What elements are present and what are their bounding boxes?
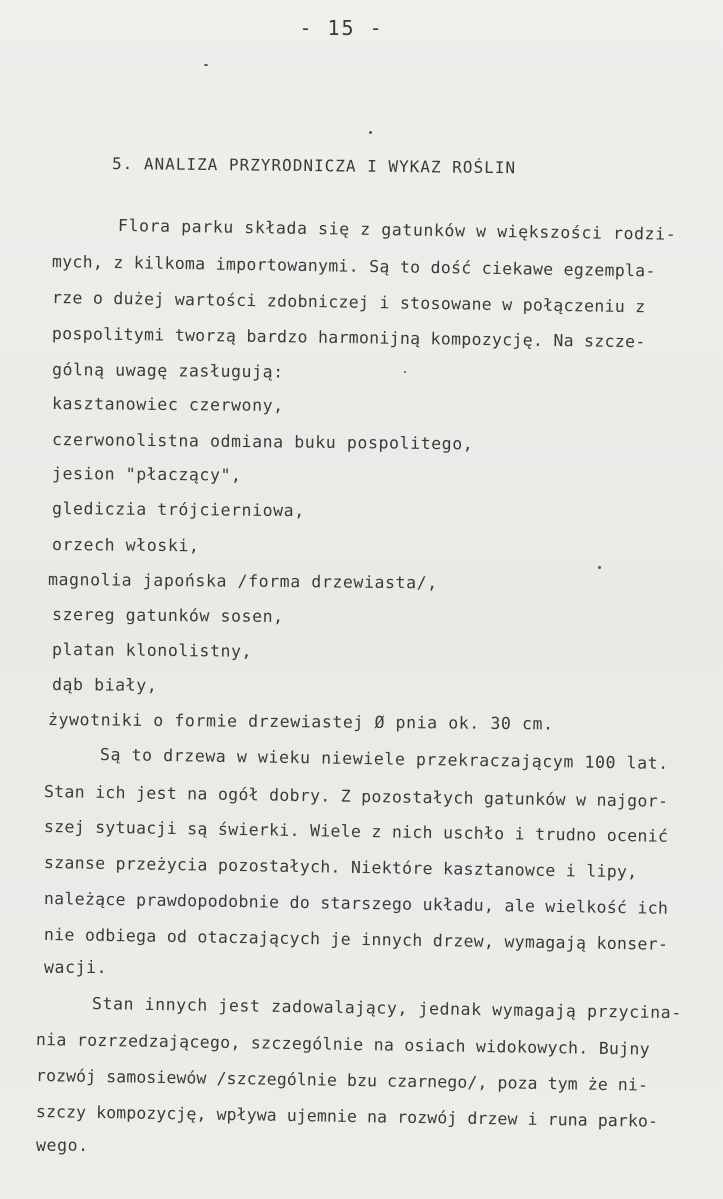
- text-line: Flora parku składa się z gatunków w większości rodzi-: [117, 216, 677, 244]
- text-line: szej sytuacji są świerki. Wiele z nich uschło i trudno ocenić: [43, 817, 669, 846]
- scan-speck: [369, 131, 372, 134]
- text-line: szczy kompozycję, wpływa ujemnie na rozwój drzew i runa parko-: [35, 1102, 659, 1131]
- text-line: Są to drzewa w wieku niewiele przekraczającym 100 lat.: [99, 745, 669, 773]
- species-item: glediczia trójcierniowa,: [51, 499, 305, 521]
- section-heading: 5. ANALIZA PRZYRODNICZA I WYKAZ ROŚLIN: [111, 154, 517, 178]
- text-line: nie odbiega od otaczających je innych drzew, wymagają konser-: [43, 925, 669, 954]
- species-item: szereg gatunków sosen,: [51, 605, 284, 627]
- text-line: należące prawdopodobnie do starszego układu, ale wielkość ich: [43, 889, 669, 918]
- scan-speck: [404, 371, 406, 373]
- text-line: nia rozrzedzającego, szczególnie na osiach widokowych. Bujny: [35, 1030, 651, 1059]
- text-line: rze o dużej wartości zdobniczej i stosowane w połączeniu z: [51, 288, 646, 317]
- text-line: pospolitymi tworzą bardzo harmonijną kompozycję. Na szcze-: [51, 324, 646, 352]
- text-line: gólną uwagę zasługują:: [51, 360, 284, 382]
- text-line: mych, z kilkoma importowanymi. Są to dość ciekawe egzempla-: [51, 252, 656, 281]
- text-line: Stan innych jest zadowalający, jednak wymagają przycina-: [91, 994, 682, 1023]
- species-item: platan klonolistny,: [51, 640, 253, 661]
- text-line: wacji.: [44, 958, 108, 977]
- species-item: kasztanowiec czerwony,: [51, 394, 284, 416]
- text-line: rozwój samosiewów /szczególnie bzu czarnego/, poza tym że ni-: [35, 1066, 649, 1095]
- species-item: czerwonolistna odmiana buku pospolitego,: [51, 430, 474, 454]
- text-line: szanse przeżycia pozostałych. Niektóre kasztanowce i lipy,: [43, 853, 638, 882]
- text-line: Stan ich jest na ogół dobry. Z pozostałych gatunków w najgor-: [43, 782, 669, 811]
- page-number: - 15 -: [299, 16, 384, 40]
- species-item: jesion "płaczący",: [51, 464, 242, 485]
- species-item: żywotniki o formie drzewiastej Ø pnia ok. 30 cm.: [47, 710, 554, 734]
- species-item: orzech włoski,: [51, 535, 200, 556]
- text-line: wego.: [36, 1136, 89, 1155]
- species-item: magnolia japońska /forma drzewiasta/,: [47, 570, 438, 593]
- scan-speck: [598, 566, 601, 569]
- scan-speck: [204, 64, 208, 66]
- species-item: dąb biały,: [51, 675, 158, 695]
